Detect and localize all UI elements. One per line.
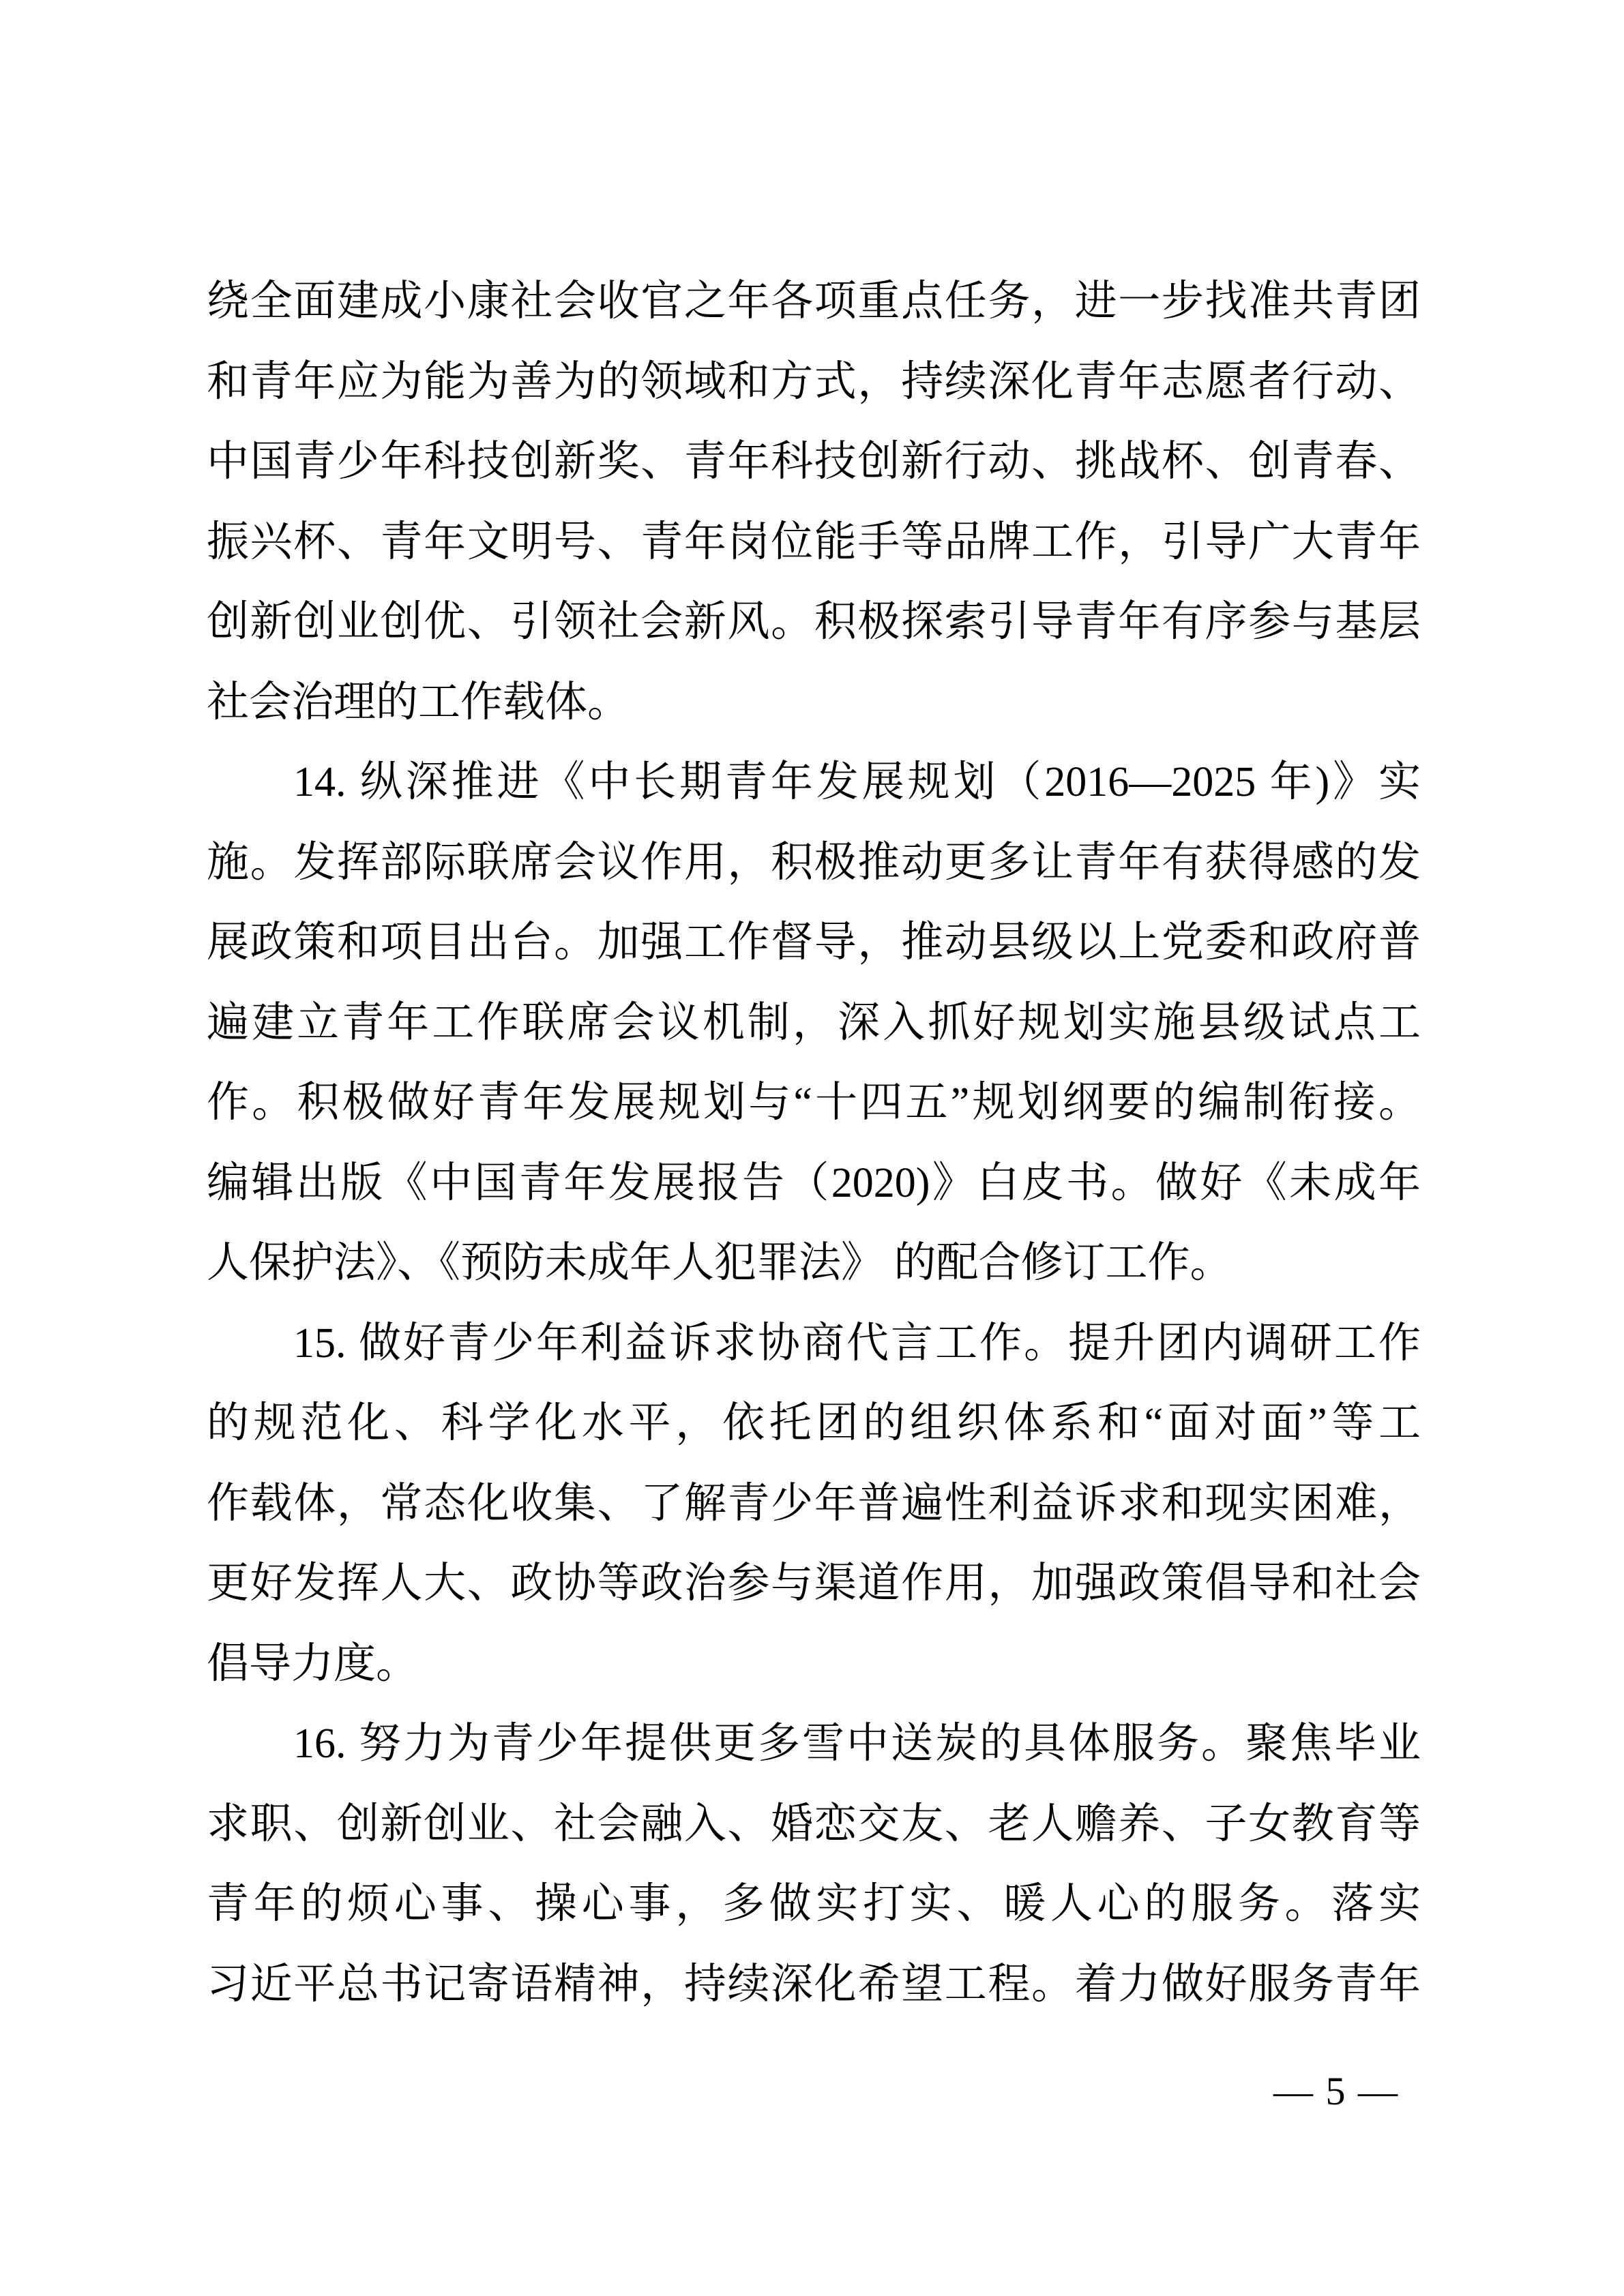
document-line: 社会治理的工作载体。 (207, 679, 630, 726)
document-line: 习近平总书记寄语精神，持续深化希望工程。着力做好服务青年 (207, 1960, 1421, 2008)
document-line: 遍建立青年工作联席会议机制，深入抓好规划实施县级试点工 (207, 999, 1421, 1046)
document-line: 的规范化、科学化水平，依托团的组织体系和“面对面”等工 (207, 1400, 1421, 1446)
document-line: 青年的烦心事、操心事，多做实打实、暖人心的服务。落实 (207, 1881, 1421, 1927)
document-line: 绕全面建成小康社会收官之年各项重点任务，进一步找准共青团 (207, 278, 1421, 325)
document-line: 求职、创新创业、社会融入、婚恋交友、老人赡养、子女教育等 (207, 1800, 1421, 1847)
document-line-item-14: 14. 纵深推进《中长期青年发展规划（2016—2025 年)》实 (293, 759, 1421, 805)
document-line: 中国青少年科技创新奖、青年科技创新行动、挑战杯、创青春、 (207, 438, 1421, 485)
document-line: 作。积极做好青年发展规划与“十四五”规划纲要的编制衔接。 (207, 1079, 1421, 1126)
document-line-item-16: 16. 努力为青少年提供更多雪中送炭的具体服务。聚焦毕业 (293, 1720, 1421, 1767)
document-line-item-15: 15. 做好青少年利益诉求协商代言工作。提升团内调研工作 (293, 1320, 1421, 1367)
document-text-block (207, 262, 1421, 2025)
document-line: 作载体，常态化收集、了解青少年普遍性利益诉求和现实困难， (207, 1480, 1421, 1527)
page-number: — 5 — (1273, 2069, 1399, 2113)
document-line: 振兴杯、青年文明号、青年岗位能手等品牌工作，引导广大青年 (207, 518, 1421, 565)
document-line: 人保护法》、《预防未成年人犯罪法》 的配合修订工作。 (207, 1240, 1232, 1286)
document-line: 和青年应为能为善为的领域和方式，持续深化青年志愿者行动、 (207, 358, 1421, 405)
document-line: 施。发挥部际联席会议作用，积极推动更多让青年有获得感的发 (207, 839, 1421, 886)
document-line: 倡导力度。 (207, 1640, 419, 1687)
document-line: 更好发挥人大、政协等政治参与渠道作用，加强政策倡导和社会 (207, 1560, 1421, 1607)
document-line: 创新创业创优、引领社会新风。积极探索引导青年有序参与基层 (207, 599, 1421, 645)
document-line: 编辑出版《中国青年发展报告（2020)》白皮书。做好《未成年 (207, 1159, 1421, 1206)
document-line: 展政策和项目出台。加强工作督导，推动县级以上党委和政府普 (207, 919, 1421, 966)
